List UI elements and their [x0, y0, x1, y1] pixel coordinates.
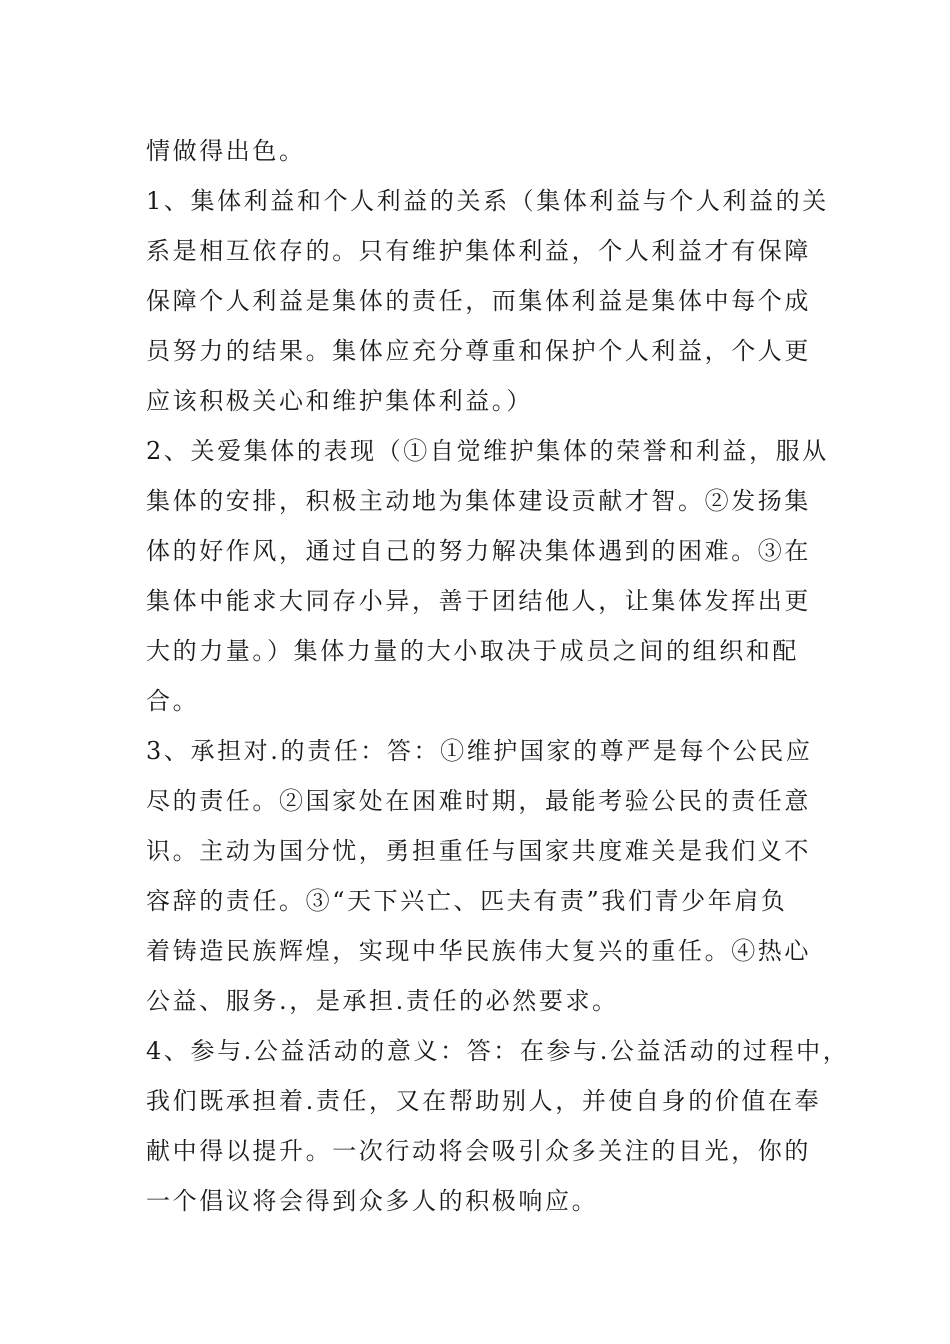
text-line: 着铸造民族辉煌，实现中华民族伟大复兴的重任。④热心	[146, 937, 811, 965]
text-line: 2、关爱集体的表现（①自觉维护集体的荣誉和利益，服从	[146, 437, 829, 465]
text-line: 集体中能求大同存小异，善于团结他人，让集体发挥出更	[146, 587, 811, 615]
text-line: 我们既承担着.责任，又在帮助别人，并使自身的价值在奉	[146, 1087, 822, 1115]
text-line: 献中得以提升。一次行动将会吸引众多关注的目光，你的	[146, 1137, 811, 1165]
text-line: 集体的安排，积极主动地为集体建设贡献才智。②发扬集	[146, 487, 811, 515]
text-line: 一个倡议将会得到众多人的积极响应。	[146, 1187, 599, 1215]
text-line: 1、集体利益和个人利益的关系（集体利益与个人利益的关	[146, 187, 829, 215]
text-line: 4、参与.公益活动的意义：答：在参与.公益活动的过程中，	[146, 1037, 850, 1065]
text-line: 识。主动为国分忧，勇担重任与国家共度难关是我们义不	[146, 837, 811, 865]
text-line: 容辞的责任。③“天下兴亡、匹夫有责”我们青少年肩负	[146, 887, 788, 915]
text-line: 体的好作风，通过自己的努力解决集体遇到的困难。③在	[146, 537, 811, 565]
text-line: 3、承担对.的责任：答：①维护国家的尊严是每个公民应	[146, 737, 813, 765]
body-text	[146, 126, 850, 1226]
text-line: 合。	[146, 687, 200, 715]
text-line: 保障个人利益是集体的责任，而集体利益是集体中每个成	[146, 287, 811, 315]
text-line: 情做得出色。	[146, 137, 306, 165]
text-line: 公益、服务.，是承担.责任的必然要求。	[146, 987, 619, 1015]
text-line: 大的力量。）集体力量的大小取决于成员之间的组织和配	[146, 637, 799, 665]
text-line: 尽的责任。②国家处在困难时期，最能考验公民的责任意	[146, 787, 811, 815]
text-line: 员努力的结果。集体应充分尊重和保护个人利益，个人更	[146, 337, 811, 365]
text-line: 系是相互依存的。只有维护集体利益，个人利益才有保障	[146, 237, 811, 265]
text-line: 应该积极关心和维护集体利益。）	[146, 387, 533, 415]
